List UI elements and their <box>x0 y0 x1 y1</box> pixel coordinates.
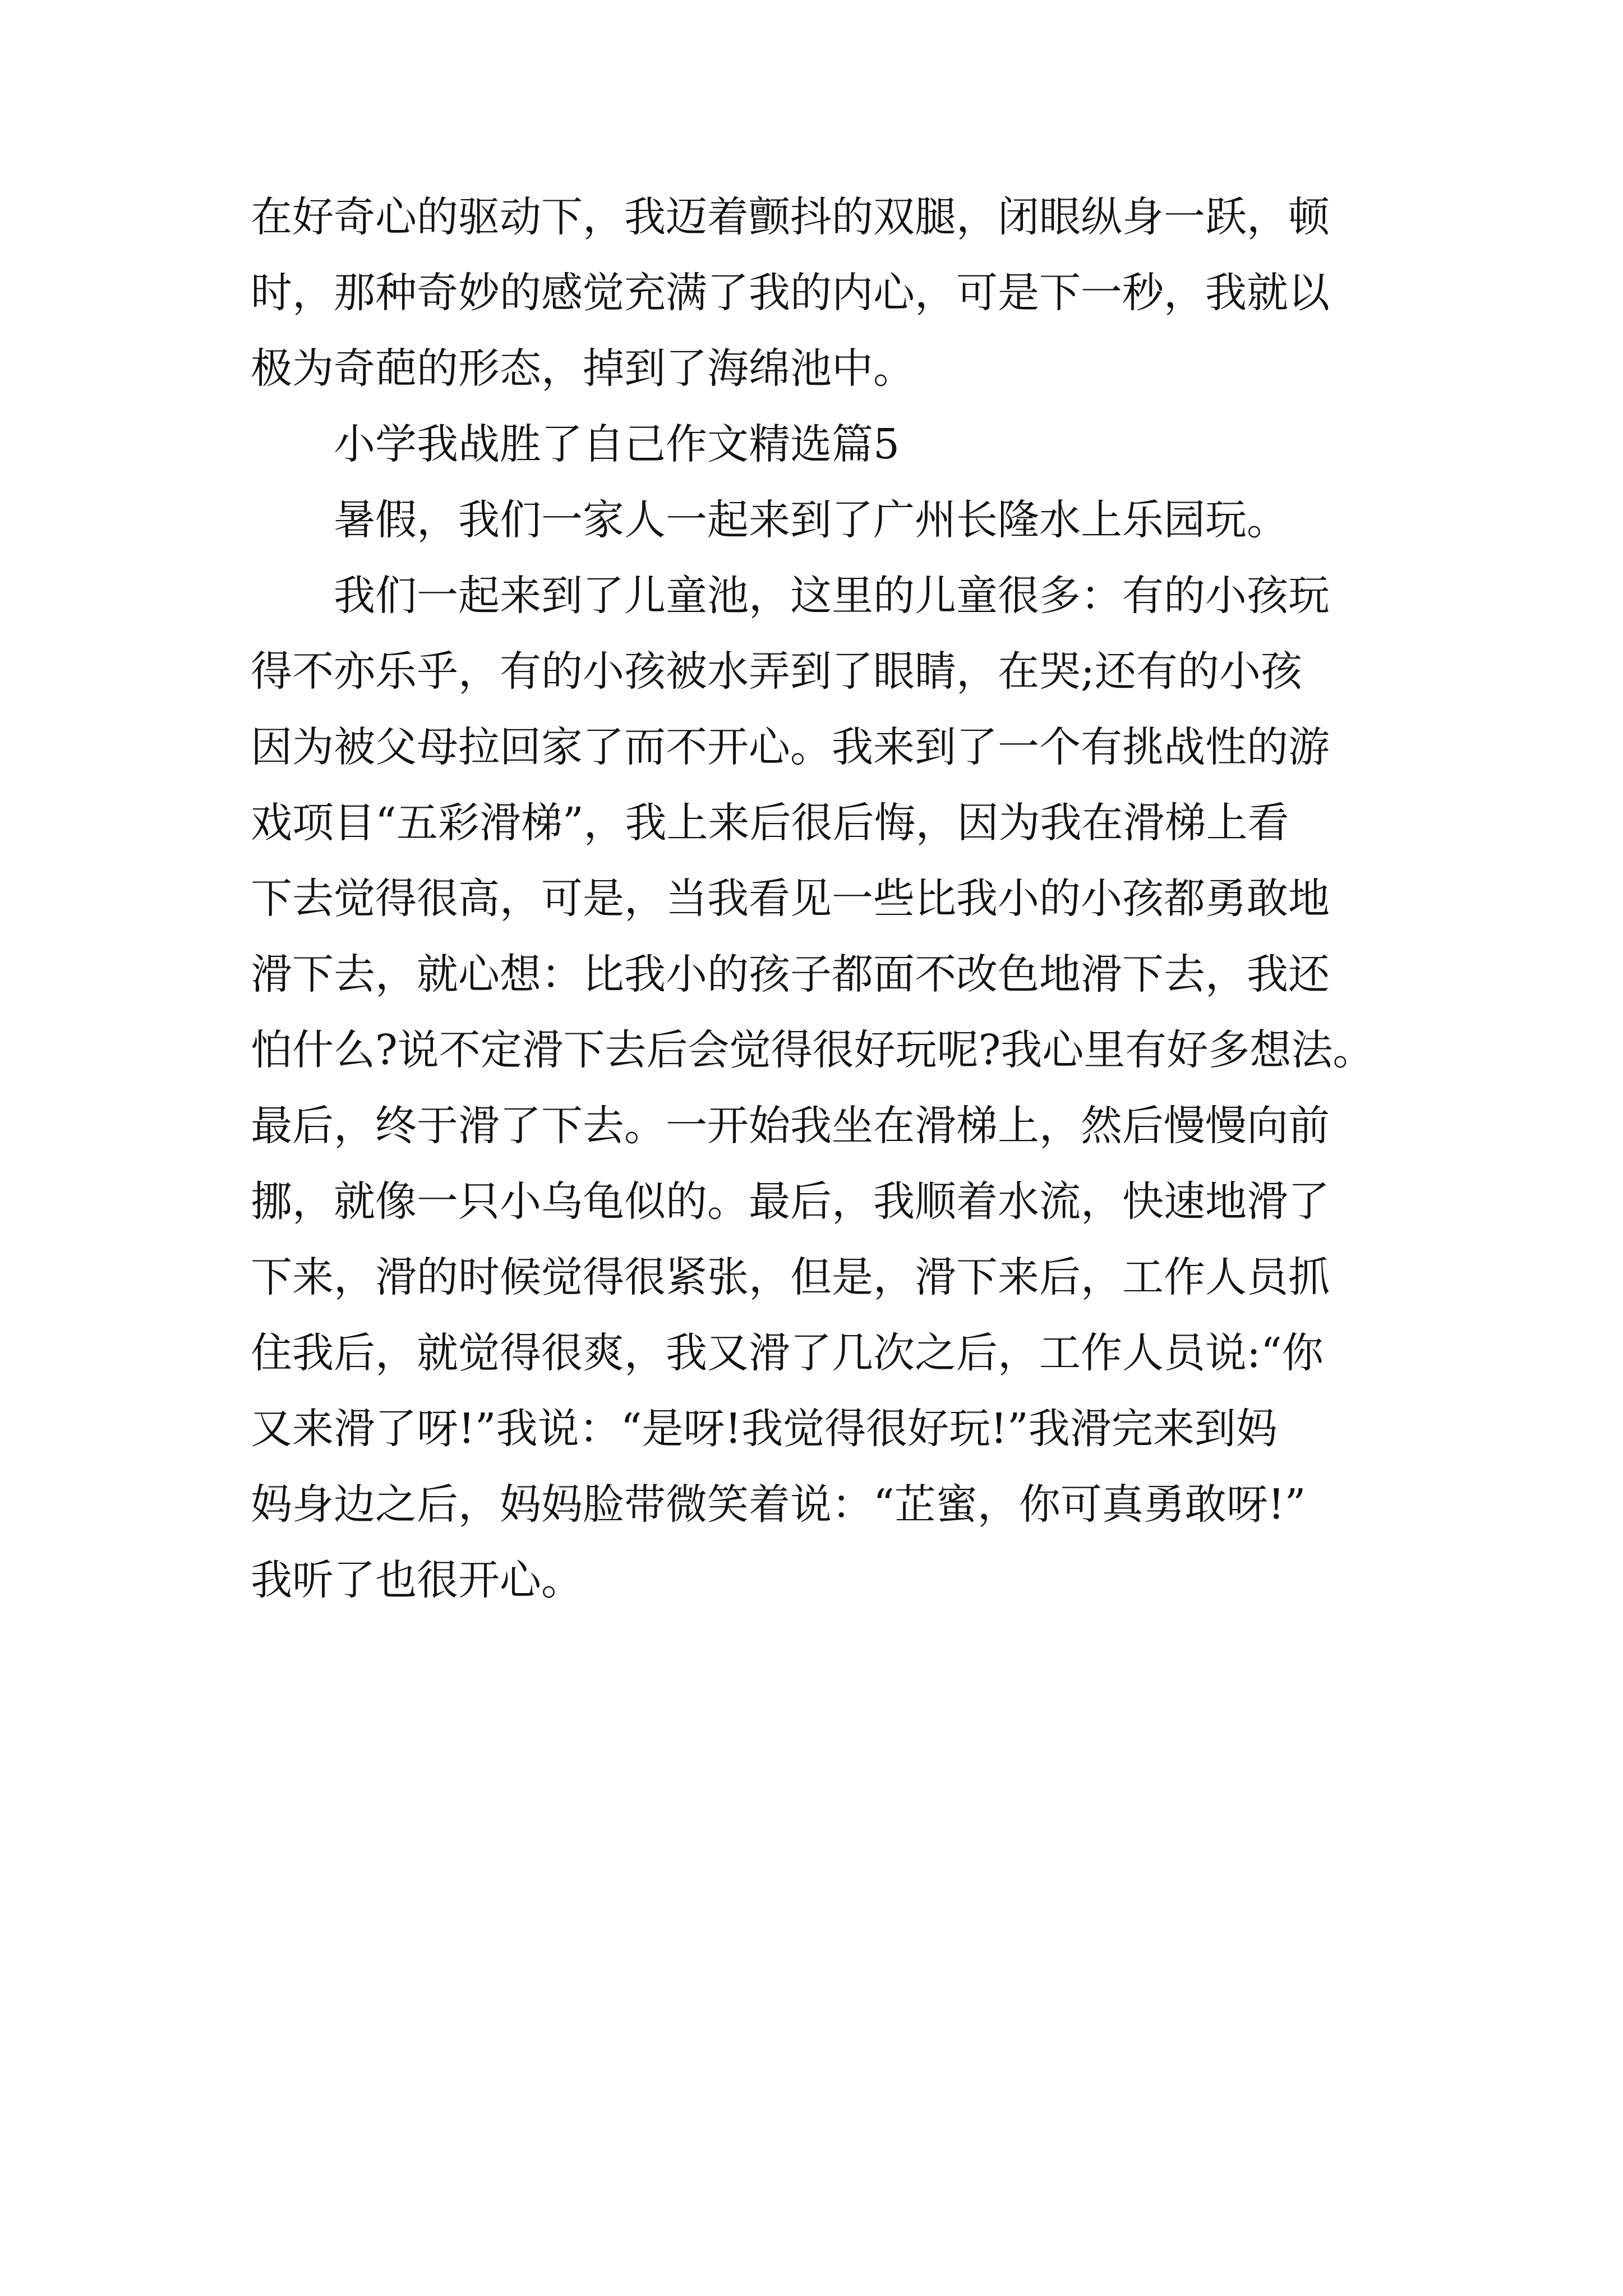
text-line: 下去觉得很高，可是，当我看见一些比我小的小孩都勇敢地 <box>251 875 1330 923</box>
text-line: 怕什么?说不定滑下去后会觉得很好玩呢?我心里有好多想法。 <box>251 1026 1375 1074</box>
text-line: 滑下去，就心想：比我小的孩子都面不改色地滑下去，我还 <box>251 950 1330 999</box>
text-line: 时，那种奇妙的感觉充满了我的内心，可是下一秒，我就以 <box>251 269 1330 317</box>
text-line: 在好奇心的驱动下，我迈着颤抖的双腿，闭眼纵身一跃，顿 <box>251 193 1330 241</box>
section-heading: 小学我战胜了自己作文精选篇5 <box>334 420 900 468</box>
text-line: 妈身边之后，妈妈脸带微笑着说：“芷蜜，你可真勇敢呀!” <box>251 1480 1306 1529</box>
text-line: 得不亦乐乎，有的小孩被水弄到了眼睛，在哭;还有的小孩 <box>251 647 1302 696</box>
text-line: 戏项目“五彩滑梯”，我上来后很后悔，因为我在滑梯上看 <box>251 799 1289 847</box>
text-line: 最后，终于滑了下去。一开始我坐在滑梯上，然后慢慢向前 <box>251 1102 1330 1150</box>
text-line: 下来，滑的时候觉得很紧张，但是，滑下来后，工作人员抓 <box>251 1253 1330 1301</box>
paragraph-start: 暑假，我们一家人一起来到了广州长隆水上乐园玩。 <box>334 496 1288 544</box>
text-line: 又来滑了呀!”我说：“是呀!我觉得很好玩!”我滑完来到妈 <box>251 1405 1278 1453</box>
paragraph-start: 我们一起来到了儿童池，这里的儿童很多：有的小孩玩 <box>334 572 1330 620</box>
text-line: 我听了也很开心。 <box>251 1556 583 1604</box>
text-line: 住我后，就觉得很爽，我又滑了几次之后，工作人员说:“你 <box>251 1329 1324 1377</box>
text-line: 挪，就像一只小乌龟似的。最后，我顺着水流，快速地滑了 <box>251 1177 1330 1226</box>
text-line: 因为被父母拉回家了而不开心。我来到了一个有挑战性的游 <box>251 723 1330 771</box>
text-line: 极为奇葩的形态，掉到了海绵池中。 <box>251 344 915 393</box>
